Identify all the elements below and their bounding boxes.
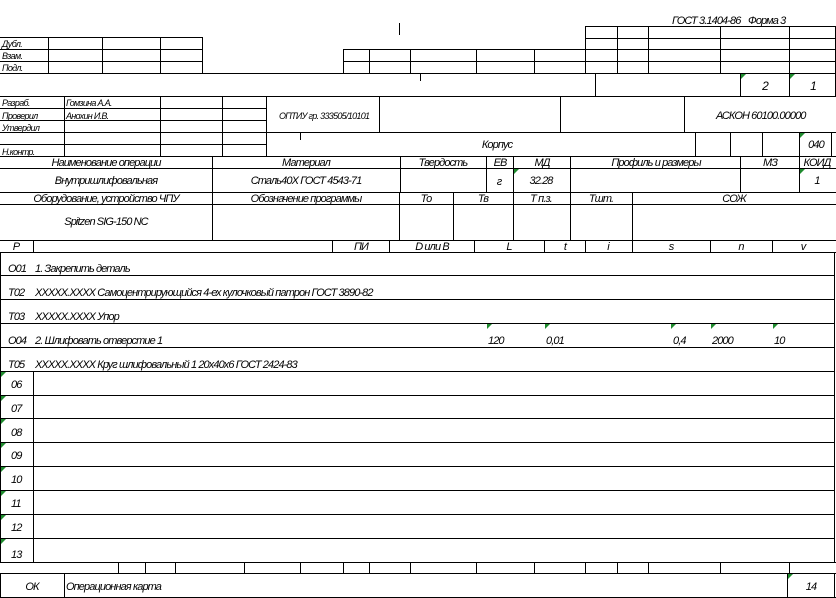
header-operation-name: Наименование операции [51,157,161,169]
row-code: 08 [11,427,22,439]
row-code: Т05 [8,359,25,371]
koid-value: 1 [814,175,820,187]
row-code: Т02 [8,287,25,299]
header-l: L [506,241,512,253]
row-code: О01 [8,263,27,275]
header-profile: Профиль и размеры [611,157,701,169]
header-p: Р [12,241,20,253]
cursor-mark [399,23,400,35]
mode-n-value: 2000 [712,335,733,347]
mode-l-value: 120 [488,335,504,347]
header-diameter: D или B [415,241,449,253]
header-pi: ПИ [353,241,369,253]
mode-t-value: 0,01 [546,335,564,347]
role-norm-control: Н.контр. [2,147,35,157]
row-text: XXXXX.XXXX Упор [35,311,119,323]
ev-value: г [496,176,502,188]
material-value: Сталь40Х ГОСТ 4543-71 [250,175,362,187]
operation-name: Внутришлифовальная [54,175,158,187]
equipment-value: Spitzen SIG-150 NC [64,216,148,228]
header-to: То [420,193,432,205]
row-code: Т03 [8,311,25,323]
row-code: 07 [11,403,22,415]
header-n: n [738,241,744,253]
sheet-number: 2 [762,79,768,93]
header-v: v [800,241,806,253]
row-code: 06 [11,379,22,391]
footer-sheet: 14 [805,581,817,593]
header-ev: ЕВ [493,157,507,169]
role-developer: Разраб. [2,98,30,108]
header-tsht: Тшт. [588,193,614,205]
row-code: 13 [11,549,22,561]
form-standard: ГОСТ 3.1404-86 [672,15,741,27]
part-name: Корпус [481,139,513,151]
header-program: Обозначение программы [250,193,362,205]
stamp-dubl: Дубл. [2,39,23,49]
row-code: О04 [8,335,27,347]
header-s: s [668,241,674,253]
md-value: 32.28 [529,175,553,187]
role-approver: Утвердил [2,123,40,133]
org-code: ОПТИУ гр. 333505/10101 [279,111,370,121]
stamp-podl: Подл. [2,63,23,73]
row-text: XXXXX.XXXX Самоцентрирующийся 4-ех кулочковый патрон ГОСТ 3890-82 [35,287,373,299]
header-i: i [607,241,609,253]
mode-v-value: 10 [774,335,785,347]
header-mz: МЗ [762,157,778,169]
header-hardness: Твердость [418,157,468,169]
document-designation: АСКОН 60100.00000 [716,110,806,122]
row-text: XXXXX.XXXX Круг шлифовальный 1 20х40х6 ГОСТ 2424-83 [35,359,297,371]
developer-name: Гомзина А.А. [66,98,112,108]
header-koid: КОИД [803,157,831,169]
header-tpz: Т п.з. [530,193,552,205]
header-material: Материал [282,157,330,169]
role-checker: Проверил [2,111,38,121]
row-code: 10 [11,474,22,486]
header-md: МД [534,157,550,169]
checker-name: Анохин И.В. [66,111,109,121]
header-t: t [563,241,567,253]
footer-doc-type: ОК [25,581,39,593]
form-number: Форма 3 [748,15,786,27]
sheets-total: 1 [810,79,816,93]
row-text: 1. Закрепить деталь [35,263,130,275]
row-code: 11 [11,498,21,510]
header-tv: Тв [477,193,489,205]
stamp-vzam: Взам. [2,51,23,61]
footer-title: Операционная карта [66,581,162,593]
mode-s-value: 0,4 [673,335,686,347]
row-text: 2. Шлифовать отверстие 1 [35,335,163,347]
header-equipment: Оборудование, устройство ЧПУ [33,193,179,205]
row-code: 12 [11,522,22,534]
operation-number: 040 [808,139,824,151]
header-sozh: СОЖ [722,193,746,205]
row-code: 09 [11,450,22,462]
